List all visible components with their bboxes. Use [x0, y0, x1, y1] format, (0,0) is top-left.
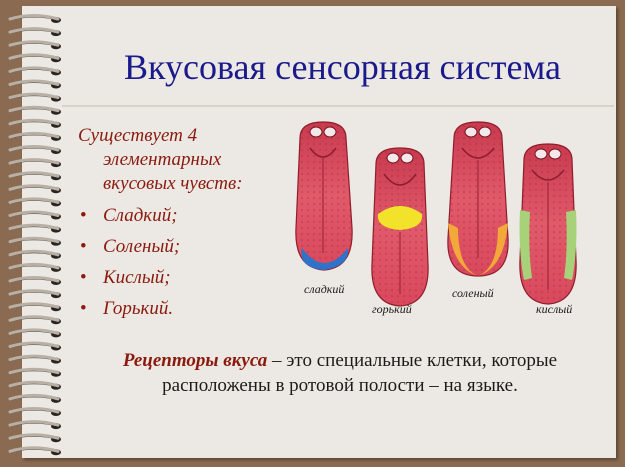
spiral-ring — [10, 422, 61, 430]
spiral-ring — [10, 317, 61, 325]
bullet-label: Горький. — [103, 298, 174, 319]
spiral-ring — [10, 55, 61, 63]
title-divider — [62, 105, 614, 107]
spiral-ring — [10, 42, 61, 50]
spiral-ring — [10, 448, 61, 456]
bullet-label: Кислый; — [103, 267, 171, 288]
spiral-ring — [10, 251, 61, 258]
spiral-ring — [10, 238, 61, 246]
spiral-binding — [4, 8, 70, 460]
spiral-ring — [10, 68, 61, 76]
spiral-ring — [10, 435, 61, 443]
bullet-label: Соленый; — [103, 236, 181, 257]
spiral-ring — [10, 173, 61, 181]
tongue-bitter — [372, 148, 428, 306]
description-line-2: расположены в ротовой полости – на языке. — [162, 375, 518, 396]
intro-line-2: элементарных — [103, 149, 222, 170]
spiral-ring — [10, 291, 61, 299]
spiral-ring — [10, 147, 61, 155]
spiral-ring — [10, 330, 61, 338]
spiral-ring — [10, 409, 61, 417]
caption-sour: кислый — [536, 302, 573, 316]
slide-title: Вкусовая сенсорная система — [124, 47, 561, 87]
description-line-1 — [80, 348, 600, 373]
spiral-ring — [10, 120, 61, 128]
spiral-ring — [10, 81, 61, 89]
spiral-ring — [10, 382, 61, 390]
intro-line-1: Существует 4 — [78, 125, 198, 146]
tongue-salty — [448, 122, 508, 276]
spiral-ring — [10, 395, 61, 403]
caption-salty: соленый — [452, 286, 494, 300]
spiral-ring — [10, 264, 61, 272]
bullet-dot: • — [80, 205, 87, 226]
spiral-ring — [10, 107, 61, 115]
description-text-1: – это специальные клетки, которые — [267, 350, 558, 371]
caption-sweet: сладкий — [304, 282, 345, 296]
spiral-ring — [10, 225, 61, 233]
spiral-ring — [10, 212, 61, 220]
bullet-dot: • — [80, 267, 87, 288]
bullet-dot: • — [80, 236, 87, 257]
bullet-salty — [78, 235, 298, 266]
bullet-bitter — [78, 297, 298, 328]
spiral-ring — [10, 186, 61, 194]
taste-list — [78, 124, 298, 328]
receptors-term: Рецепторы вкуса — [122, 350, 268, 371]
spiral-ring — [10, 94, 61, 102]
tongue-sweet — [296, 122, 352, 270]
bullet-sour — [78, 266, 298, 297]
spiral-ring — [10, 199, 61, 207]
bullet-dot: • — [80, 298, 87, 319]
caption-bitter: горький — [372, 302, 412, 316]
intro-text — [78, 124, 298, 196]
spiral-ring — [10, 343, 61, 351]
receptors-description — [80, 348, 600, 398]
spiral-ring — [10, 133, 61, 141]
spiral-ring — [10, 356, 61, 364]
spiral-ring — [10, 278, 61, 286]
bullet-sweet — [78, 204, 298, 235]
spiral-ring — [10, 304, 61, 312]
spiral-ring — [10, 369, 61, 377]
tongue-sour — [520, 144, 577, 304]
spiral-ring — [10, 29, 61, 36]
spiral-ring — [10, 16, 61, 24]
spiral-ring — [10, 160, 61, 168]
intro-line-3: вкусовых чувств: — [103, 173, 243, 194]
bullet-label: Сладкий; — [103, 205, 178, 226]
